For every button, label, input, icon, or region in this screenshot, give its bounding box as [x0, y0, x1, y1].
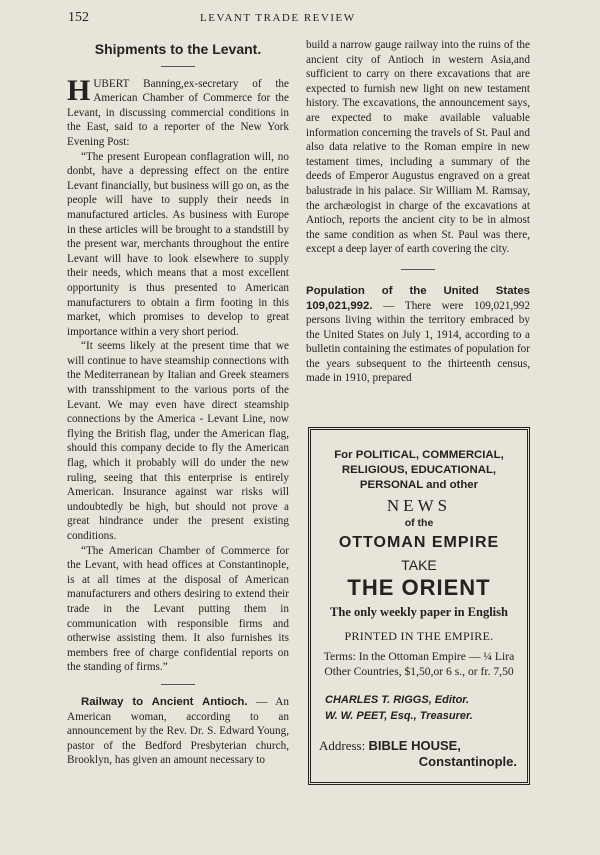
paragraph: “It seems likely at the present time that we will continue to have steamship connections with the Mediterranean by Italian and Greek steamers with transshipment to the various ports of the Levant. We may even have direct steamship connections by the America - Levant Line, now flying the British flag, under the American flag, should this company decide to fly the American flag, which it probably will do under the new ruling, seeing that this enterprise is entirely American. Insurance against war risks will undoubtedly be high, but should not prove a great hindrance under the present existing conditions. [67, 340, 289, 542]
population-text: — There were 109,021,992 persons living within the territory embraced by the United States on July 1, 1914, according to a bulletin containing the estimates of population for the years subsequent to the thirteenth census, made in 1910, prepared [306, 299, 530, 385]
lead-text: Banning,ex-secretary of the American Chamber of Commerce for the Levant, in discussing commercial conditions in the East, said to a reporter of the New York Evening Post: [67, 77, 289, 148]
ad-printed: PRINTED IN THE EMPIRE. [344, 629, 494, 643]
railway-heading: Railway to Ancient Antioch. [81, 695, 248, 708]
ad-address [319, 738, 527, 754]
ad-paper-name: THE ORIENT [347, 575, 491, 600]
ad-intro: For POLITICAL, COMMERCIAL, RELIGIOUS, EDUCATIONAL, PERSONAL and other [334, 449, 504, 491]
article-lead [67, 73, 289, 150]
ad-take: TAKE [401, 557, 437, 573]
advertisement-the-orient [308, 427, 530, 785]
ad-address-label: Address: [319, 738, 366, 753]
drop-cap: H [67, 73, 91, 107]
population-paragraph [306, 284, 530, 386]
ad-ottoman-empire: OTTOMAN EMPIRE [338, 534, 500, 551]
ad-editor: CHARLES T. RIGGS, Editor. [325, 694, 470, 706]
right-column [306, 38, 530, 386]
railway-paragraph [67, 695, 289, 768]
lead-smallcaps: UBERT [93, 77, 130, 90]
population-heading: Population of the United States 109,021,992. [306, 284, 530, 312]
ad-terms-ottoman: Terms: In the Ottoman Empire — ¼ Lira [323, 650, 515, 663]
ad-terms [311, 649, 527, 679]
ad-tagline: The only weekly paper in English [330, 605, 508, 619]
divider [161, 66, 195, 67]
article-title-shipments: Shipments to the Levant. [94, 41, 262, 57]
railway-text-right: build a narrow gauge railway into the ruins of the ancient city of Antioch in western Asia,and sufficient to carry on there excavations that are expected to furnish new light on new testament history. The excavations, the announcement says, are expected to make available valuable information concerning the travels of St. Paul and also data relative to the Roman empire in new testament times, including a summary of the deeds of Emperor Augustus engraved on a great balustrade in his palace. Sir William M. Ramsay, the archæologist in charge of the excavations at Antioch, reports the ancient city to be in almost the same condition as when St. Paul was there, except a deep layer of earth covering the city. [306, 39, 530, 256]
running-title: LEVANT TRADE REVIEW [200, 12, 356, 24]
ad-address-value: BIBLE HOUSE, [368, 738, 461, 753]
ad-city: Constantinople. [418, 754, 517, 769]
paragraph: “The American Chamber of Commerce for the Levant, with head offices at Constantinople, is at all times at the disposal of American manufacturers and others desiring to extend their trade in the Levant putting them in communication with responsible firms and otherwise assisting them. It also furnishes its members free of charge confidential reports on the standing of firms.” [67, 544, 289, 674]
paragraph: “The present European conflagration will, no donbt, have a depressing effect on the entire Levant financially, but business will go on, as the people will have to supply their needs in manufactured articles. As business with Europe in these articles will be brought to a standstill by the present war, merchants throughout the entire Levant will have to look elsewhere to supply their needs, which means that a most excellent opportunity is thus presented to American manufacturers to obtain a firm footing in this market, which promises to develop to great importance within a very short period. [67, 150, 289, 338]
left-column [67, 38, 289, 768]
ad-staff [325, 692, 527, 724]
ad-of-the: of the [404, 517, 434, 529]
divider [401, 269, 435, 270]
page-header [68, 10, 538, 28]
divider [161, 684, 195, 685]
ad-news: NEWS [386, 496, 452, 515]
ad-terms-other: Other Countries, $1,50,or 6 s., or fr. 7,50 [324, 665, 514, 678]
page-number: 152 [68, 10, 89, 25]
ad-treasurer: W. W. PEET, Esq., Treasurer. [325, 710, 473, 722]
railway-text-left: — An American woman, according to an announcement by the Rev. Dr. S. Edward Young, pastor of the Bedford Presbyterian church, Brooklyn, has given an amount necessary to [67, 695, 289, 767]
